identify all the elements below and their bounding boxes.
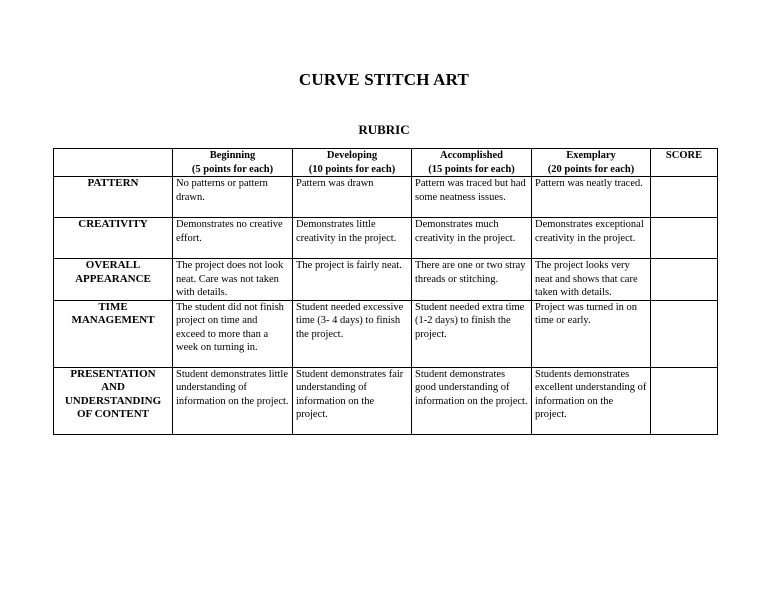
document-title: CURVE STITCH ART bbox=[298, 70, 470, 89]
cell-text: Project was turned in on time or early. bbox=[535, 301, 638, 326]
header-exemplary bbox=[532, 149, 651, 177]
score-cell[interactable] bbox=[651, 367, 718, 434]
rubric-table bbox=[53, 148, 718, 435]
table-cell bbox=[412, 177, 532, 218]
table-cell bbox=[293, 218, 412, 259]
cell-text: Demonstrates little creativity in the project. bbox=[296, 219, 397, 244]
cell-text: The project is fairly neat. bbox=[296, 260, 402, 271]
table-cell bbox=[293, 259, 412, 301]
cell-text: Student demonstrates little understanding of information on the project. bbox=[176, 368, 289, 407]
header-points-label: (15 points for each) bbox=[428, 163, 515, 175]
table-cell bbox=[532, 259, 651, 301]
header-developing bbox=[293, 149, 412, 177]
table-cell bbox=[173, 218, 293, 259]
table-row bbox=[54, 259, 718, 301]
table-cell bbox=[412, 367, 532, 434]
table-row bbox=[54, 367, 718, 434]
header-level-label: Developing bbox=[326, 150, 378, 161]
table-cell bbox=[293, 367, 412, 434]
table-cell bbox=[173, 259, 293, 301]
table-cell bbox=[173, 367, 293, 434]
cell-text: The project does not look neat. Care was not taken with details. bbox=[176, 260, 284, 298]
table-cell bbox=[293, 300, 412, 367]
cell-text: Demonstrates much creativity in the project. bbox=[415, 219, 516, 244]
header-score: SCORE bbox=[651, 149, 718, 177]
cell-text: No patterns or pattern drawn. bbox=[176, 178, 268, 203]
cell-text: There are one or two stray threads or stitching. bbox=[415, 260, 526, 285]
table-cell bbox=[532, 367, 651, 434]
cell-text: Students demonstrates excellent understanding of information on the project. bbox=[535, 368, 647, 420]
table-cell bbox=[532, 300, 651, 367]
table-cell bbox=[532, 177, 651, 218]
cell-text: Student needed excessive time (3- 4 days) to finish the project. bbox=[296, 301, 404, 340]
header-beginning bbox=[173, 149, 293, 177]
cell-text: The student did not finish project on time and exceed to more than a week on turning in. bbox=[176, 301, 284, 353]
table-cell bbox=[293, 177, 412, 218]
cell-text: Pattern was neatly traced. bbox=[535, 178, 643, 189]
table-cell bbox=[173, 300, 293, 367]
header-level-label: Exemplary bbox=[566, 150, 616, 161]
score-cell[interactable] bbox=[651, 300, 718, 367]
table-cell bbox=[412, 218, 532, 259]
score-cell[interactable] bbox=[651, 218, 718, 259]
cell-text: Student demonstrates fair understanding of information on the project. bbox=[296, 368, 404, 420]
header-level-label: Accomplished bbox=[440, 150, 503, 161]
cell-text: Student needed extra time (1-2 days) to finish the project. bbox=[415, 301, 525, 340]
cell-text: Student demonstrates good understanding of information on the project. bbox=[415, 368, 528, 407]
header-points-label: (5 points for each) bbox=[191, 163, 274, 175]
header-corner-cell bbox=[54, 149, 173, 177]
cell-text: Demonstrates exceptional creativity in the project. bbox=[535, 219, 644, 244]
cell-text: The project looks very neat and shows that care taken with details. bbox=[535, 260, 638, 298]
table-row bbox=[54, 218, 718, 259]
table-cell bbox=[412, 259, 532, 301]
cell-text: Pattern was traced but had some neatness issues. bbox=[415, 178, 526, 203]
header-level-label: Beginning bbox=[209, 150, 256, 161]
row-label-creativity: CREATIVITY bbox=[54, 218, 173, 259]
header-points-label: (10 points for each) bbox=[308, 163, 396, 175]
row-label-time-management: TIME MANAGEMENT bbox=[54, 300, 173, 367]
row-label-overall-appearance: OVERALL APPEARANCE bbox=[54, 259, 173, 301]
rubric-heading: RUBRIC bbox=[358, 122, 410, 137]
header-points-label: (20 points for each) bbox=[547, 163, 635, 175]
table-cell bbox=[173, 177, 293, 218]
table-row bbox=[54, 300, 718, 367]
table-cell bbox=[412, 300, 532, 367]
header-accomplished bbox=[412, 149, 532, 177]
table-header-row bbox=[54, 149, 718, 177]
score-cell[interactable] bbox=[651, 259, 718, 301]
score-cell[interactable] bbox=[651, 177, 718, 218]
cell-text: Demonstrates no creative effort. bbox=[176, 219, 283, 244]
table-row bbox=[54, 177, 718, 218]
table-cell bbox=[532, 218, 651, 259]
row-label-pattern: PATTERN bbox=[54, 177, 173, 218]
row-label-presentation: PRESENTATION AND UNDERSTANDING OF CONTENT bbox=[54, 367, 173, 434]
cell-text: Pattern was drawn bbox=[296, 178, 374, 189]
